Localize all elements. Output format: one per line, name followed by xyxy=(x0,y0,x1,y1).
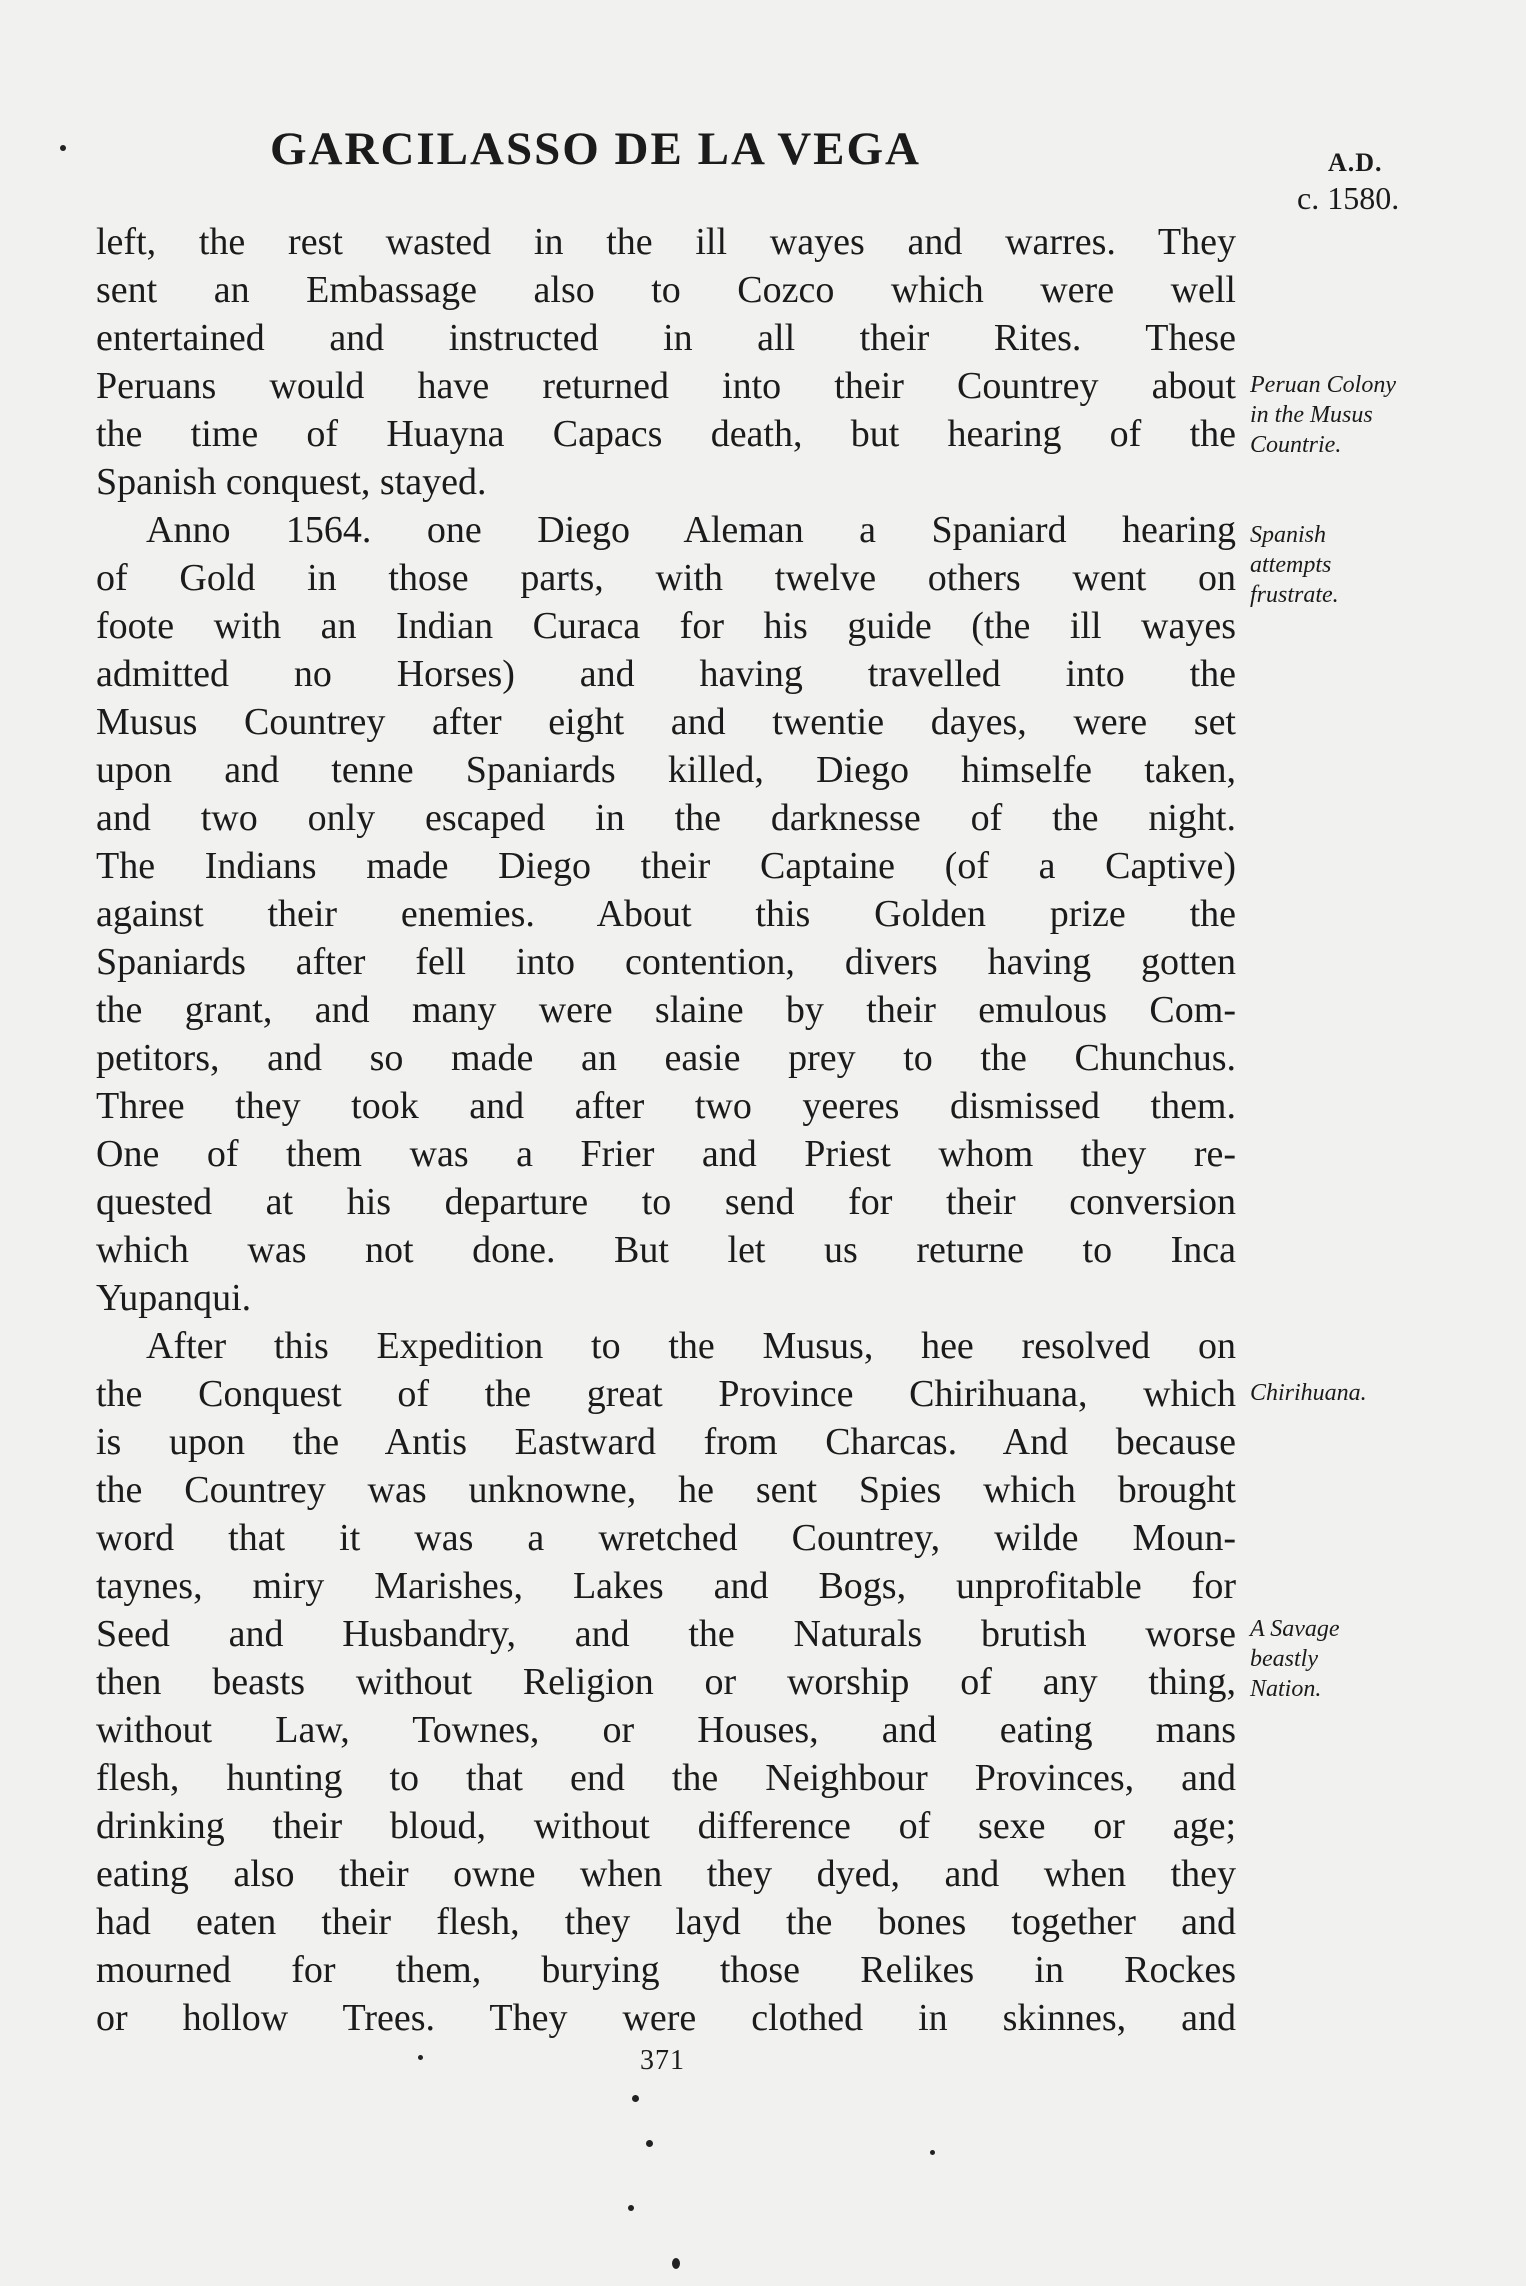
ink-speck xyxy=(60,145,66,151)
body-text xyxy=(96,218,1236,2042)
text-line: petitors, and so made an easie prey to the Chunchus. xyxy=(96,1037,1236,1079)
text-line: is upon the Antis Eastward from Charcas. And because xyxy=(96,1421,1236,1463)
ink-speck xyxy=(632,2095,639,2102)
text-line: admitted no Horses) and having travelled into the xyxy=(96,653,1236,695)
text-line: the Conquest of the great Province Chirihuana, which xyxy=(96,1373,1236,1415)
text-line: The Indians made Diego their Captaine (of a Captive) xyxy=(96,845,1236,887)
text-line: the time of Huayna Capacs death, but hearing of the xyxy=(96,413,1236,455)
page-number: 371 xyxy=(640,2045,685,2076)
text-line: left, the rest wasted in the ill wayes and warres. They xyxy=(96,221,1236,263)
text-line: of Gold in those parts, with twelve others went on xyxy=(96,557,1236,599)
margin-note-line: beastly xyxy=(1250,1646,1318,1672)
text-line: the Countrey was unknowne, he sent Spies which brought xyxy=(96,1469,1236,1511)
text-line: then beasts without Religion or worship of any thing, xyxy=(96,1661,1236,1703)
margin-note-chirihuana xyxy=(1250,1378,1490,1408)
text-line: Musus Countrey after eight and twentie dayes, were set xyxy=(96,701,1236,743)
text-line: taynes, miry Marishes, Lakes and Bogs, unprofitable for xyxy=(96,1565,1236,1607)
margin-note-line: frustrate. xyxy=(1250,582,1339,608)
text-line: Seed and Husbandry, and the Naturals brutish worse xyxy=(96,1613,1236,1655)
text-line: sent an Embassage also to Cozco which were well xyxy=(96,269,1236,311)
ink-speck xyxy=(930,2150,935,2155)
margin-note-line: attempts xyxy=(1250,552,1332,578)
text-line: Peruans would have returned into their Countrey about xyxy=(96,365,1236,407)
text-line: Spanish conquest, stayed. xyxy=(96,461,487,503)
margin-note-spanish-attempts xyxy=(1250,520,1490,610)
margin-note-peruan-colony xyxy=(1250,370,1490,460)
margin-note-line: Chirihuana. xyxy=(1250,1380,1367,1406)
text-line: Three they took and after two yeeres dismissed them. xyxy=(96,1085,1236,1127)
text-line: entertained and instructed in all their Rites. These xyxy=(96,317,1236,359)
margin-note-savage-nation xyxy=(1250,1614,1490,1704)
text-line: without Law, Townes, or Houses, and eating mans xyxy=(96,1709,1236,1751)
ink-speck xyxy=(418,2055,423,2060)
text-line: foote with an Indian Curaca for his guide (the ill wayes xyxy=(96,605,1236,647)
margin-note-line: A Savage xyxy=(1250,1616,1340,1642)
margin-note-line: Countrie. xyxy=(1250,432,1342,458)
margin-note-line: Nation. xyxy=(1250,1676,1322,1702)
margin-note-line: Spanish xyxy=(1250,522,1327,548)
text-line: the grant, and many were slaine by their emulous Com- xyxy=(96,989,1236,1031)
text-line: eating also their owne when they dyed, and when they xyxy=(96,1853,1236,1895)
text-line: against their enemies. About this Golden prize the xyxy=(96,893,1236,935)
running-head: GARCILASSO DE LA VEGA xyxy=(270,123,921,175)
date-era: A.D. xyxy=(1328,148,1383,177)
text-line: After this Expedition to the Musus, hee resolved on xyxy=(146,1325,1236,1367)
text-line: Spaniards after fell into contention, divers having gotten xyxy=(96,941,1236,983)
text-line: had eaten their flesh, they layd the bones together and xyxy=(96,1901,1236,1943)
text-line: flesh, hunting to that end the Neighbour Provinces, and xyxy=(96,1757,1236,1799)
text-line: or hollow Trees. They were clothed in skinnes, and xyxy=(96,1997,1236,2039)
ink-speck xyxy=(672,2258,680,2269)
text-line: One of them was a Frier and Priest whom they re- xyxy=(96,1133,1236,1175)
text-line: Anno 1564. one Diego Aleman a Spaniard hearing xyxy=(146,509,1236,551)
margin-note-line: in the Musus xyxy=(1250,402,1373,428)
date-year: c. 1580. xyxy=(1297,180,1400,216)
text-line: and two only escaped in the darknesse of the night. xyxy=(96,797,1236,839)
text-line: mourned for them, burying those Relikes in Rockes xyxy=(96,1949,1236,1991)
text-line: quested at his departure to send for their conversion xyxy=(96,1181,1236,1223)
text-line: drinking their bloud, without difference of sexe or age; xyxy=(96,1805,1236,1847)
text-line: which was not done. But let us returne to Inca xyxy=(96,1229,1236,1271)
text-line: upon and tenne Spaniards killed, Diego himselfe taken, xyxy=(96,749,1236,791)
ink-speck xyxy=(628,2205,634,2211)
text-line: Yupanqui. xyxy=(96,1277,252,1319)
margin-note-line: Peruan Colony xyxy=(1250,372,1396,398)
ink-speck xyxy=(646,2140,653,2147)
text-line: word that it was a wretched Countrey, wilde Moun- xyxy=(96,1517,1236,1559)
